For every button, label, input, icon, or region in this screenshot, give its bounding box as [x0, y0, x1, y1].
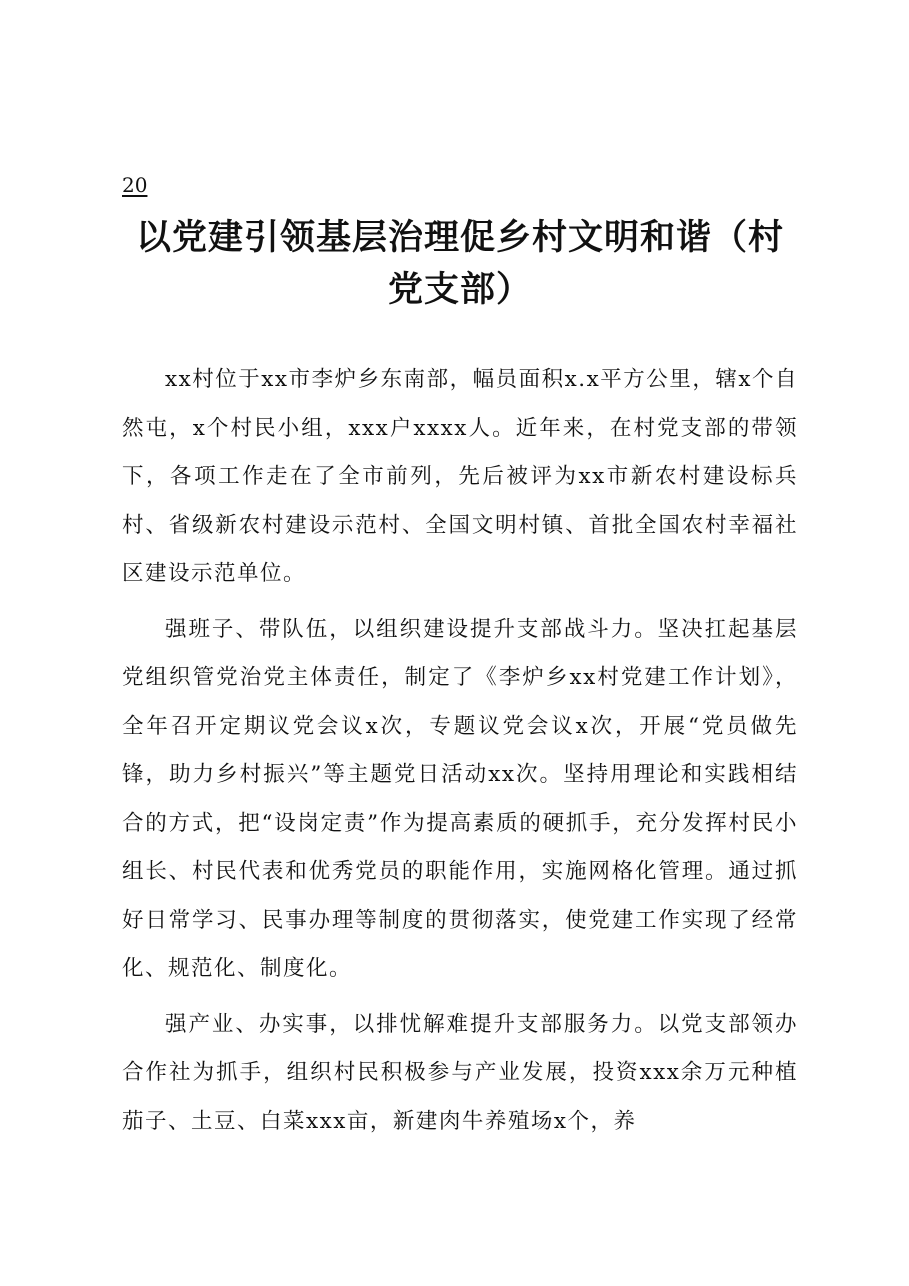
paragraph-industry: 强产业、办实事，以排忧解难提升支部服务力。以党支部领办合作社为抓手，组织村民积极参与产业发展，投资xxx余万元种植茄子、土豆、白菜xxx亩，新建肉牛养殖场x个，养	[122, 1011, 798, 1134]
page-number: 20	[122, 173, 148, 197]
paragraph-intro: xx村位于xx市李炉乡东南部，幅员面积x.x平方公里，辖x个自然屯，x个村民小组，xxx户xxxx人。近年来，在村党支部的带领下，各项工作走在了全市前列，先后被评为xx市新农村建设标兵村、省级新农村建设示范村、全国文明村镇、首批全国农村幸福社区建设示范单位。	[122, 367, 798, 586]
document-title: 以党建引领基层治理促乡村文明和谐（村党支部）	[135, 218, 784, 310]
document-body	[122, 356, 798, 1153]
paragraph-organization: 强班子、带队伍，以组织建设提升支部战斗力。坚决扛起基层党组织管党治党主体责任，制定了《李炉乡xx村党建工作计划》，全年召开定期议党会议x次，专题议党会议x次，开展“党员做先锋，助力乡村振兴”等主题党日活动xx次。坚持用理论和实践相结合的方式，把“设岗定责”作为提高素质的硬抓手，充分发挥村民小组长、村民代表和优秀党员的职能作用，实施网格化管理。通过抓好日常学习、民事办理等制度的贯彻落实，使党建工作实现了经常化、规范化、制度化。	[122, 616, 798, 981]
